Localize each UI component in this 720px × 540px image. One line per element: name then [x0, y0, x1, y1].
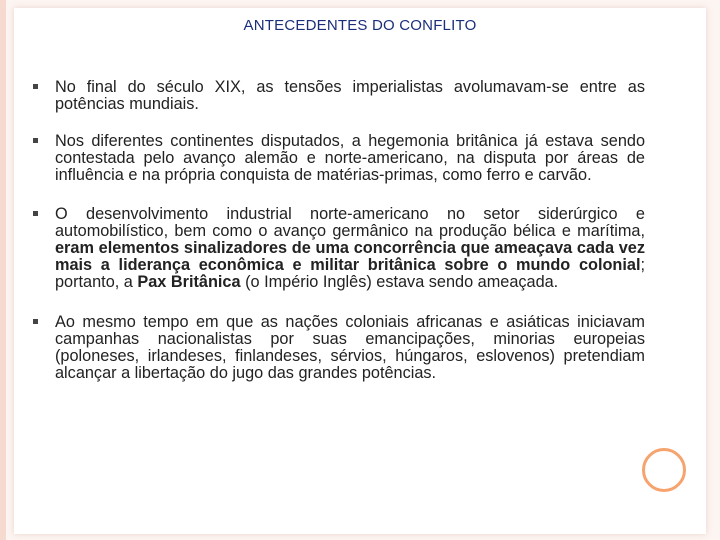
side-border — [0, 0, 6, 540]
bullet-item — [33, 314, 645, 382]
bullet-square-icon — [33, 138, 38, 143]
bullet-list — [33, 79, 645, 382]
bullet-bold-text: eram elementos sinalizadores de uma concorrência que ameaçava cada vez mais a liderança econômica e militar britânica sobre o mundo colonial — [55, 239, 645, 274]
decorative-circle-icon — [642, 448, 686, 492]
bullet-text: Nos diferentes continentes disputados, a hegemonia britânica já estava sendo contestada pelo avanço alemão e norte-americano, na disputa por áreas de influência e na própria conquista de matérias-primas, como ferro e carvão. — [55, 132, 645, 184]
bullet-item — [33, 206, 645, 291]
slide-title: ANTECEDENTES DO CONFLITO — [243, 17, 477, 34]
bullet-text-part: O desenvolvimento industrial norte-americano no setor siderúrgico e automobilístico, bem como o avanço germânico na produção bélica e marítima, — [55, 205, 645, 240]
bullet-square-icon — [33, 84, 38, 89]
bullet-text: No final do século XIX, as tensões imperialistas avolumavam-se entre as potências mundiais. — [55, 78, 645, 113]
bullet-item — [33, 133, 645, 184]
bullet-square-icon — [33, 211, 38, 216]
bullet-item — [33, 79, 645, 113]
bullet-text-part: (o Império Inglês) estava sendo ameaçada. — [240, 273, 559, 291]
bullet-text-part: ; portanto, a — [55, 256, 645, 291]
bullet-bold-text: Pax Britânica — [137, 273, 241, 291]
bullet-text: Ao mesmo tempo em que as nações coloniais africanas e asiáticas iniciavam campanhas nacionalistas por suas emancipações, minorias europeias (poloneses, irlandeses, finlandeses, sérvios, húngaros, eslovenos) pretendiam alcançar a libertação do jugo das grandes potências. — [55, 313, 645, 382]
bullet-square-icon — [33, 319, 38, 324]
